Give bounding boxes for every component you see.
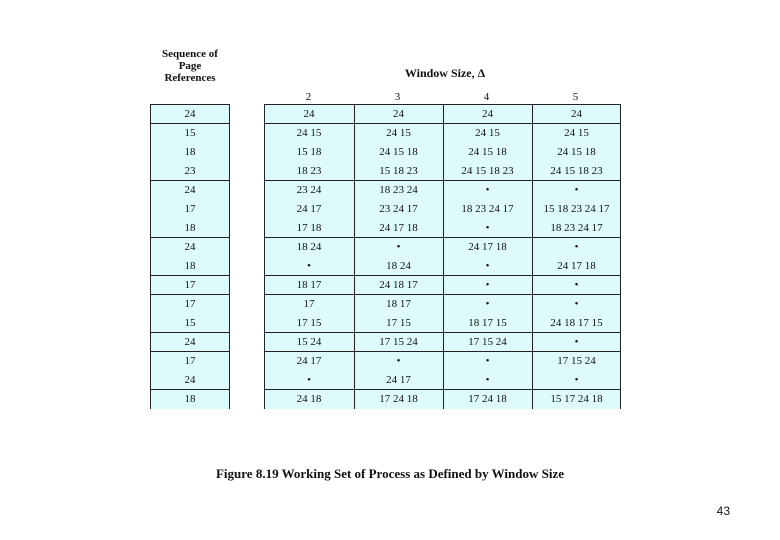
working-set-cell: • bbox=[443, 257, 531, 275]
working-set-cell: • bbox=[354, 238, 442, 257]
sequence-header-line1: Sequence of bbox=[162, 48, 218, 60]
working-set-cell: 24 15 18 bbox=[354, 143, 442, 162]
working-set-cell: 24 bbox=[303, 108, 315, 120]
working-set-cell: 24 bbox=[532, 105, 620, 123]
page-reference-cell: 17 bbox=[151, 276, 229, 295]
working-set-cell: • bbox=[443, 295, 531, 314]
table-row bbox=[265, 143, 620, 162]
working-set-cell: 24 15 bbox=[443, 124, 531, 143]
working-set-cell: 15 18 bbox=[296, 146, 322, 158]
working-set-cell: 24 15 18 23 bbox=[532, 162, 620, 180]
working-set-cell: • bbox=[532, 333, 620, 351]
working-set-cell: 24 bbox=[354, 105, 442, 123]
page-reference-cell: 24 bbox=[151, 333, 229, 352]
working-set-cell: 18 17 bbox=[354, 295, 442, 314]
working-set-cell: 18 24 bbox=[296, 241, 322, 253]
page-reference-cell: 24 bbox=[151, 371, 229, 390]
working-set-cell: • bbox=[307, 374, 311, 386]
working-set-cell: 24 17 18 bbox=[532, 257, 620, 275]
window-size-header: Window Size, Δ bbox=[404, 66, 486, 80]
table-row bbox=[265, 200, 620, 219]
working-set-cell: 18 23 24 17 bbox=[532, 219, 620, 237]
sequence-header-line2: Page bbox=[178, 60, 202, 72]
window-size-2: 2 bbox=[305, 91, 312, 103]
working-set-cell: • bbox=[443, 371, 531, 389]
working-set-cell: 24 15 bbox=[532, 124, 620, 143]
table-row bbox=[265, 219, 620, 238]
working-set-cell: 24 17 bbox=[296, 203, 322, 215]
window-size-3: 3 bbox=[394, 91, 401, 103]
table-row bbox=[265, 181, 620, 200]
working-set-cell: 18 23 24 17 bbox=[443, 200, 531, 219]
working-set-cell: 18 23 bbox=[296, 165, 322, 177]
working-set-cell: 24 15 18 23 bbox=[443, 162, 531, 180]
working-set-cell: 17 15 bbox=[354, 314, 442, 332]
working-set-cell: 18 17 bbox=[296, 279, 322, 291]
working-set-cell: • bbox=[532, 371, 620, 389]
table-row bbox=[265, 162, 620, 181]
working-set-cell: 15 18 23 bbox=[354, 162, 442, 180]
page-reference-cell: 18 bbox=[184, 146, 196, 158]
working-set-cell: 17 15 24 bbox=[443, 333, 531, 351]
working-set-cell: 24 17 18 bbox=[354, 219, 442, 237]
page-reference-cell: 17 bbox=[184, 355, 196, 367]
window-size-4: 4 bbox=[483, 91, 490, 103]
working-set-cell: 15 18 23 24 17 bbox=[532, 200, 620, 219]
working-set-cell: 24 18 bbox=[296, 393, 322, 405]
figure-caption: Figure 8.19 Working Set of Process as Defined by Window Size bbox=[215, 466, 564, 481]
working-set-cell: • bbox=[443, 181, 531, 200]
table-row bbox=[265, 295, 620, 314]
working-set-cell: • bbox=[443, 352, 531, 371]
page-reference-cell: 18 bbox=[184, 393, 196, 405]
page-reference-cell: 18 bbox=[151, 219, 229, 238]
window-size-values bbox=[264, 91, 620, 105]
working-set-cell: 24 17 18 bbox=[443, 238, 531, 257]
working-set-cell: • bbox=[532, 276, 620, 294]
table-row bbox=[265, 238, 620, 257]
working-set-cell: 17 24 18 bbox=[443, 390, 531, 409]
table-row bbox=[265, 371, 620, 390]
working-set-cell: 18 24 bbox=[354, 257, 442, 275]
table-row bbox=[265, 124, 620, 143]
window-size-5: 5 bbox=[572, 91, 579, 103]
table-row bbox=[265, 352, 620, 371]
working-set-cell: • bbox=[307, 260, 311, 272]
working-set-cell: 18 17 15 bbox=[443, 314, 531, 332]
working-set-cell: 24 15 18 bbox=[532, 143, 620, 162]
working-set-cell: 17 15 24 bbox=[532, 352, 620, 371]
working-set-table bbox=[264, 104, 621, 409]
table-row bbox=[265, 390, 620, 409]
working-set-cell: 18 23 24 bbox=[354, 181, 442, 200]
working-set-cell: • bbox=[532, 181, 620, 200]
working-set-cell: 23 24 bbox=[296, 184, 322, 196]
page-reference-cell: 15 bbox=[151, 314, 229, 333]
page-reference-cell: 24 bbox=[151, 105, 229, 124]
page-reference-cell: 15 bbox=[184, 127, 196, 139]
working-set-cell: 17 24 18 bbox=[354, 390, 442, 409]
working-set-cell: 15 17 24 18 bbox=[532, 390, 620, 409]
table-row bbox=[265, 333, 620, 352]
working-set-cell: 24 15 bbox=[296, 127, 322, 139]
working-set-cell: • bbox=[532, 295, 620, 314]
working-set-cell: • bbox=[443, 276, 531, 294]
working-set-cell: 15 24 bbox=[296, 336, 322, 348]
table-row bbox=[265, 276, 620, 295]
page-reference-cell: 24 bbox=[184, 184, 196, 196]
working-set-cell: 24 18 17 bbox=[354, 276, 442, 294]
table-row bbox=[265, 314, 620, 333]
working-set-cell: 17 18 bbox=[296, 222, 322, 234]
working-set-cell: 24 bbox=[443, 105, 531, 123]
working-set-cell: • bbox=[354, 352, 442, 371]
working-set-cell: 24 17 bbox=[354, 371, 442, 389]
page-reference-cell: 23 bbox=[151, 162, 229, 181]
page-reference-cell: 17 bbox=[184, 298, 196, 310]
working-set-cell: 24 17 bbox=[296, 355, 322, 367]
working-set-cell: 17 15 bbox=[296, 317, 322, 329]
page-reference-column bbox=[150, 104, 230, 409]
page-reference-cell: 24 bbox=[184, 241, 196, 253]
working-set-cell: • bbox=[443, 219, 531, 237]
sequence-column-header bbox=[150, 48, 230, 84]
working-set-cell: 23 24 17 bbox=[354, 200, 442, 219]
working-set-cell: 24 18 17 15 bbox=[532, 314, 620, 332]
working-set-cell: 24 15 bbox=[354, 124, 442, 143]
page-reference-cell: 18 bbox=[151, 257, 229, 276]
working-set-cell: 24 15 18 bbox=[443, 143, 531, 162]
sequence-header-line3: References bbox=[164, 72, 216, 84]
working-set-cell: 17 bbox=[303, 298, 315, 310]
working-set-cell: • bbox=[532, 238, 620, 257]
slide-number: 43 bbox=[716, 504, 730, 518]
working-set-cell: 17 15 24 bbox=[354, 333, 442, 351]
table-row bbox=[265, 105, 620, 124]
page-reference-cell: 17 bbox=[184, 203, 196, 215]
table-row bbox=[265, 257, 620, 276]
